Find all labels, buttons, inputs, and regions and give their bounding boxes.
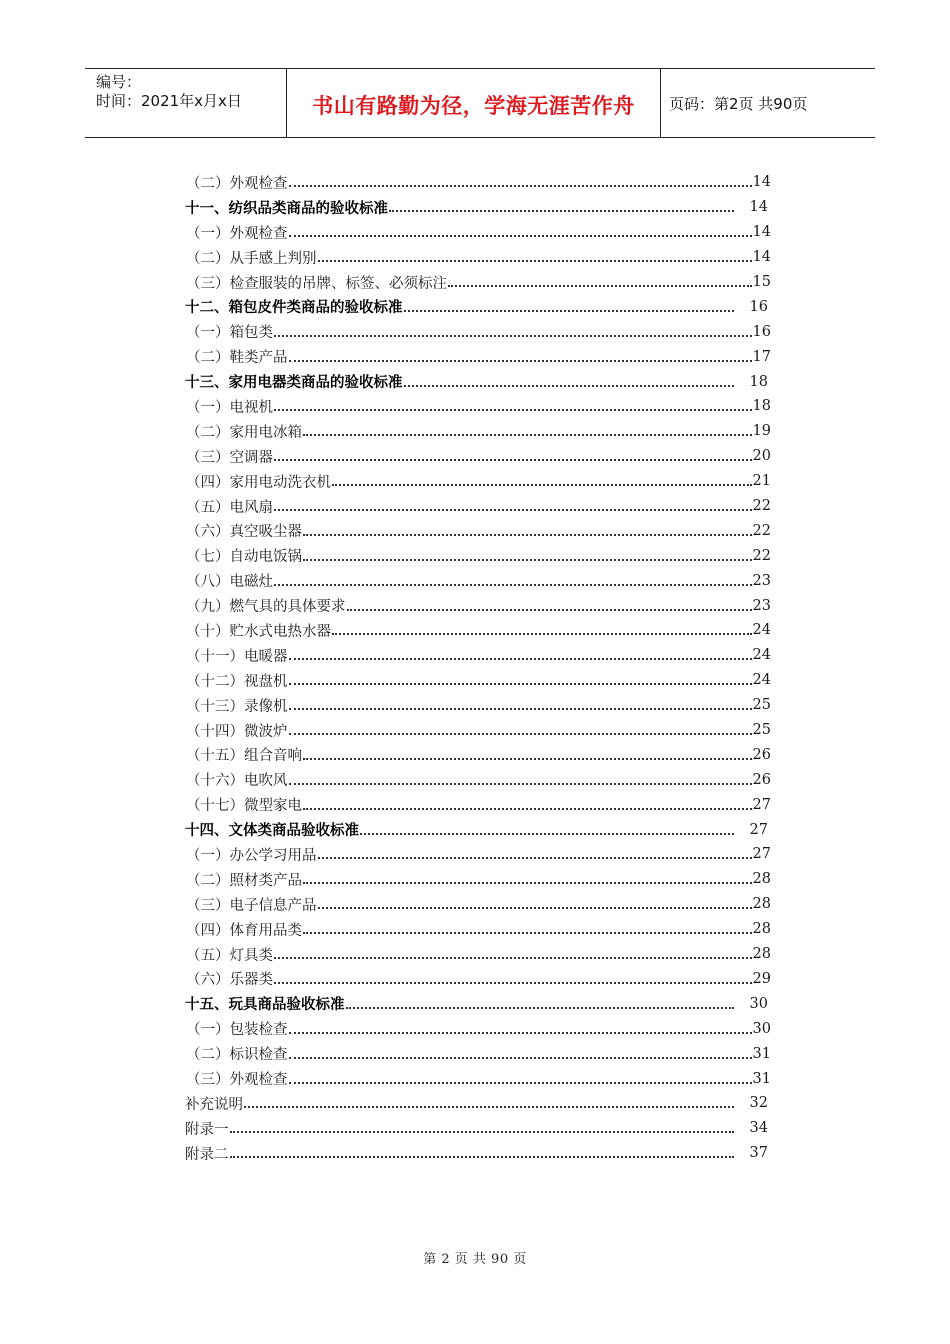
toc-dot-leader [448, 271, 752, 287]
toc-dot-leader [289, 1018, 752, 1034]
toc-entry-page-number: 29 [752, 970, 771, 987]
toc-chapter-entry[interactable] [185, 294, 771, 319]
toc-dot-leader [274, 570, 752, 586]
document-number-label: 编号： [96, 73, 142, 91]
toc-entry-title: （一）箱包类 [186, 325, 273, 342]
toc-entry[interactable] [185, 518, 771, 543]
toc-entry-page-number: 22 [752, 498, 771, 515]
toc-entry-title: （十五）组合音响 [186, 748, 302, 765]
toc-dot-leader [318, 843, 752, 859]
toc-entry-page-number: 14 [752, 249, 771, 266]
toc-entry-page-number: 14 [749, 199, 768, 216]
toc-entry-page-number: 16 [749, 298, 768, 315]
toc-dot-leader [274, 321, 752, 337]
toc-entry-title: 附录一 [185, 1121, 229, 1138]
toc-chapter-entry[interactable] [185, 817, 771, 842]
toc-entry-title: （二）标识检查 [186, 1047, 288, 1064]
toc-dot-leader [404, 371, 735, 387]
toc-entry-title: （十四）微波炉 [186, 723, 288, 740]
toc-entry-title: （二）鞋类产品 [186, 350, 288, 367]
toc-entry[interactable] [185, 618, 771, 643]
toc-entry[interactable] [185, 319, 771, 344]
toc-dot-leader [332, 470, 752, 486]
toc-entry-title: （十一）电暖器 [186, 648, 288, 665]
toc-entry[interactable] [185, 767, 771, 792]
toc-entry-page-number: 32 [749, 1095, 768, 1112]
toc-entry-page-number: 27 [752, 796, 771, 813]
toc-entry[interactable] [185, 419, 771, 444]
toc-entry-page-number: 26 [752, 771, 771, 788]
toc-dot-leader [274, 968, 752, 984]
toc-entry-title: （三）检查服装的吊牌、标签、必须标注 [186, 275, 447, 292]
toc-entry-page-number: 28 [752, 921, 771, 938]
toc-dot-leader [289, 221, 752, 237]
toc-entry-title: （八）电磁灶 [186, 574, 273, 591]
toc-dot-leader [244, 1092, 734, 1108]
toc-entry[interactable] [185, 1041, 771, 1066]
toc-entry[interactable] [185, 170, 771, 195]
toc-entry-page-number: 34 [749, 1120, 768, 1137]
toc-entry[interactable] [185, 942, 771, 967]
toc-entry-title: （一）包装检查 [186, 1022, 288, 1039]
toc-dot-leader [303, 545, 752, 561]
toc-dot-leader [303, 918, 752, 934]
toc-entry-title: 附录二 [185, 1146, 229, 1163]
toc-entry-page-number: 25 [752, 722, 771, 739]
toc-entry[interactable] [185, 444, 771, 469]
toc-entry-title: （三）空调器 [186, 449, 273, 466]
toc-entry[interactable] [185, 792, 771, 817]
toc-dot-leader [289, 1068, 752, 1084]
toc-entry-title: （九）燃气具的具体要求 [186, 599, 346, 616]
toc-dot-leader [332, 619, 752, 635]
toc-entry-page-number: 22 [752, 522, 771, 539]
toc-dot-leader [289, 1043, 752, 1059]
toc-entry[interactable] [185, 693, 771, 718]
page-header [85, 68, 875, 138]
toc-entry-title: （十）贮水式电热水器 [186, 623, 331, 640]
header-motto: 书山有路勤为径，学海无涯苦作舟 [312, 94, 635, 118]
toc-entry-page-number: 23 [752, 597, 771, 614]
toc-entry[interactable] [185, 1091, 771, 1116]
toc-dot-leader [303, 520, 752, 536]
toc-entry[interactable] [185, 1016, 771, 1041]
toc-chapter-entry[interactable] [185, 369, 771, 394]
toc-entry[interactable] [185, 917, 771, 942]
toc-entry-title: （三）电子信息产品 [186, 897, 317, 914]
toc-entry[interactable] [185, 643, 771, 668]
toc-entry-title: （十七）微型家电 [186, 798, 302, 815]
toc-entry-page-number: 19 [752, 423, 771, 440]
toc-dot-leader [303, 420, 752, 436]
toc-entry-page-number: 31 [752, 1070, 771, 1087]
toc-chapter-entry[interactable] [185, 195, 771, 220]
toc-entry-page-number: 28 [752, 871, 771, 888]
toc-entry[interactable] [185, 1066, 771, 1091]
toc-entry[interactable] [185, 892, 771, 917]
header-motto-cell [287, 69, 661, 137]
toc-dot-leader [303, 794, 752, 810]
toc-entry-title: （十三）录像机 [186, 698, 288, 715]
toc-entry[interactable] [185, 842, 771, 867]
toc-dot-leader [318, 246, 752, 262]
toc-entry[interactable] [185, 668, 771, 693]
toc-entry-title: （七）自动电饭锅 [186, 549, 302, 566]
toc-entry[interactable] [185, 494, 771, 519]
toc-entry-page-number: 23 [752, 572, 771, 589]
toc-entry-title: （六）真空吸尘器 [186, 524, 302, 541]
toc-entry[interactable] [185, 568, 771, 593]
toc-dot-leader [404, 296, 735, 312]
toc-entry-title: （二）家用电冰箱 [186, 424, 302, 441]
toc-entry-page-number: 27 [749, 821, 768, 838]
toc-entry[interactable] [185, 718, 771, 743]
toc-entry-page-number: 30 [752, 1020, 771, 1037]
toc-dot-leader [360, 819, 734, 835]
toc-dot-leader [347, 595, 752, 611]
toc-entry[interactable] [185, 1116, 771, 1141]
toc-entry-title: 十一、纺织品类商品的验收标准 [185, 199, 388, 217]
toc-entry-page-number: 24 [752, 647, 771, 664]
toc-entry[interactable] [185, 1141, 771, 1166]
toc-entry-title: （十二）视盘机 [186, 673, 288, 690]
toc-entry-page-number: 37 [749, 1145, 768, 1162]
toc-dot-leader [303, 744, 752, 760]
toc-entry-title: （二）外观检查 [186, 175, 288, 192]
toc-entry-title: 十二、箱包皮件类商品的验收标准 [185, 299, 403, 317]
document-time-label: 时间：2021年x月x日 [96, 92, 242, 110]
toc-entry-title: （四）体育用品类 [186, 922, 302, 939]
toc-entry[interactable] [185, 593, 771, 618]
footer-page-number: 第 2 页 共 90 页 [423, 1252, 527, 1267]
toc-entry-page-number: 31 [752, 1045, 771, 1062]
toc-entry-page-number: 24 [752, 672, 771, 689]
toc-entry-title: 十五、玩具商品验收标准 [185, 996, 345, 1014]
toc-chapter-entry[interactable] [185, 991, 771, 1016]
toc-entry-page-number: 28 [752, 896, 771, 913]
toc-entry-page-number: 22 [752, 547, 771, 564]
toc-entry-title: （六）乐器类 [186, 972, 273, 989]
toc-entry-title: （二）从手感上判别 [186, 250, 317, 267]
toc-entry[interactable] [185, 270, 771, 295]
toc-dot-leader [303, 868, 752, 884]
toc-entry-title: 补充说明 [185, 1096, 243, 1113]
toc-entry-page-number: 21 [752, 473, 771, 490]
toc-entry-title: （五）灯具类 [186, 947, 273, 964]
toc-entry[interactable] [185, 344, 771, 369]
toc-entry[interactable] [185, 394, 771, 419]
toc-entry-page-number: 14 [752, 174, 771, 191]
toc-entry-title: 十三、家用电器类商品的验收标准 [185, 374, 403, 392]
toc-entry-title: （一）办公学习用品 [186, 847, 317, 864]
toc-dot-leader [289, 694, 752, 710]
toc-entry[interactable] [185, 543, 771, 568]
toc-entry-page-number: 30 [749, 995, 768, 1012]
toc-dot-leader [389, 196, 734, 212]
toc-dot-leader [274, 943, 752, 959]
toc-entry[interactable] [185, 220, 771, 245]
toc-entry-page-number: 16 [752, 323, 771, 340]
table-of-contents [185, 170, 771, 1166]
toc-dot-leader [289, 644, 752, 660]
toc-dot-leader [274, 495, 752, 511]
toc-dot-leader [318, 893, 752, 909]
toc-entry-page-number: 15 [752, 274, 771, 290]
toc-dot-leader [289, 719, 752, 735]
toc-entry-page-number: 18 [749, 373, 768, 390]
toc-dot-leader [289, 669, 752, 685]
toc-entry-page-number: 14 [752, 224, 771, 241]
toc-dot-leader [346, 993, 735, 1009]
toc-entry-page-number: 27 [752, 846, 771, 863]
toc-entry-title: （五）电风扇 [186, 499, 273, 516]
toc-entry[interactable] [185, 245, 771, 270]
toc-entry-page-number: 18 [752, 398, 771, 415]
toc-dot-leader [289, 346, 752, 362]
toc-entry-page-number: 28 [752, 946, 771, 963]
toc-entry-title: （三）外观检查 [186, 1072, 288, 1088]
toc-entry-title: 十四、文体类商品验收标准 [185, 822, 359, 840]
toc-entry-title: （四）家用电动洗衣机 [186, 474, 331, 491]
toc-entry-page-number: 20 [752, 448, 771, 465]
toc-dot-leader [230, 1142, 735, 1158]
toc-entry[interactable] [185, 469, 771, 494]
toc-entry-title: （一）外观检查 [186, 225, 288, 242]
toc-entry[interactable] [185, 967, 771, 992]
toc-entry-page-number: 25 [752, 697, 771, 714]
toc-dot-leader [274, 445, 752, 461]
toc-entry-page-number: 24 [752, 622, 771, 639]
toc-entry-title: （十六）电吹风 [186, 773, 288, 790]
header-meta [85, 69, 287, 137]
toc-entry[interactable] [185, 867, 771, 892]
header-page-info-cell [661, 69, 875, 137]
toc-dot-leader [230, 1117, 735, 1133]
toc-dot-leader [289, 769, 752, 785]
toc-entry[interactable] [185, 742, 771, 767]
toc-entry-title: （二）照材类产品 [186, 872, 302, 889]
toc-entry-page-number: 26 [752, 746, 771, 763]
toc-dot-leader [274, 395, 752, 411]
toc-entry-title: （一）电视机 [186, 399, 273, 416]
toc-dot-leader [289, 171, 752, 187]
header-page-info: 页码：第2页 共90页 [669, 94, 808, 113]
page-footer [0, 1248, 950, 1267]
toc-entry-page-number: 17 [752, 348, 771, 365]
